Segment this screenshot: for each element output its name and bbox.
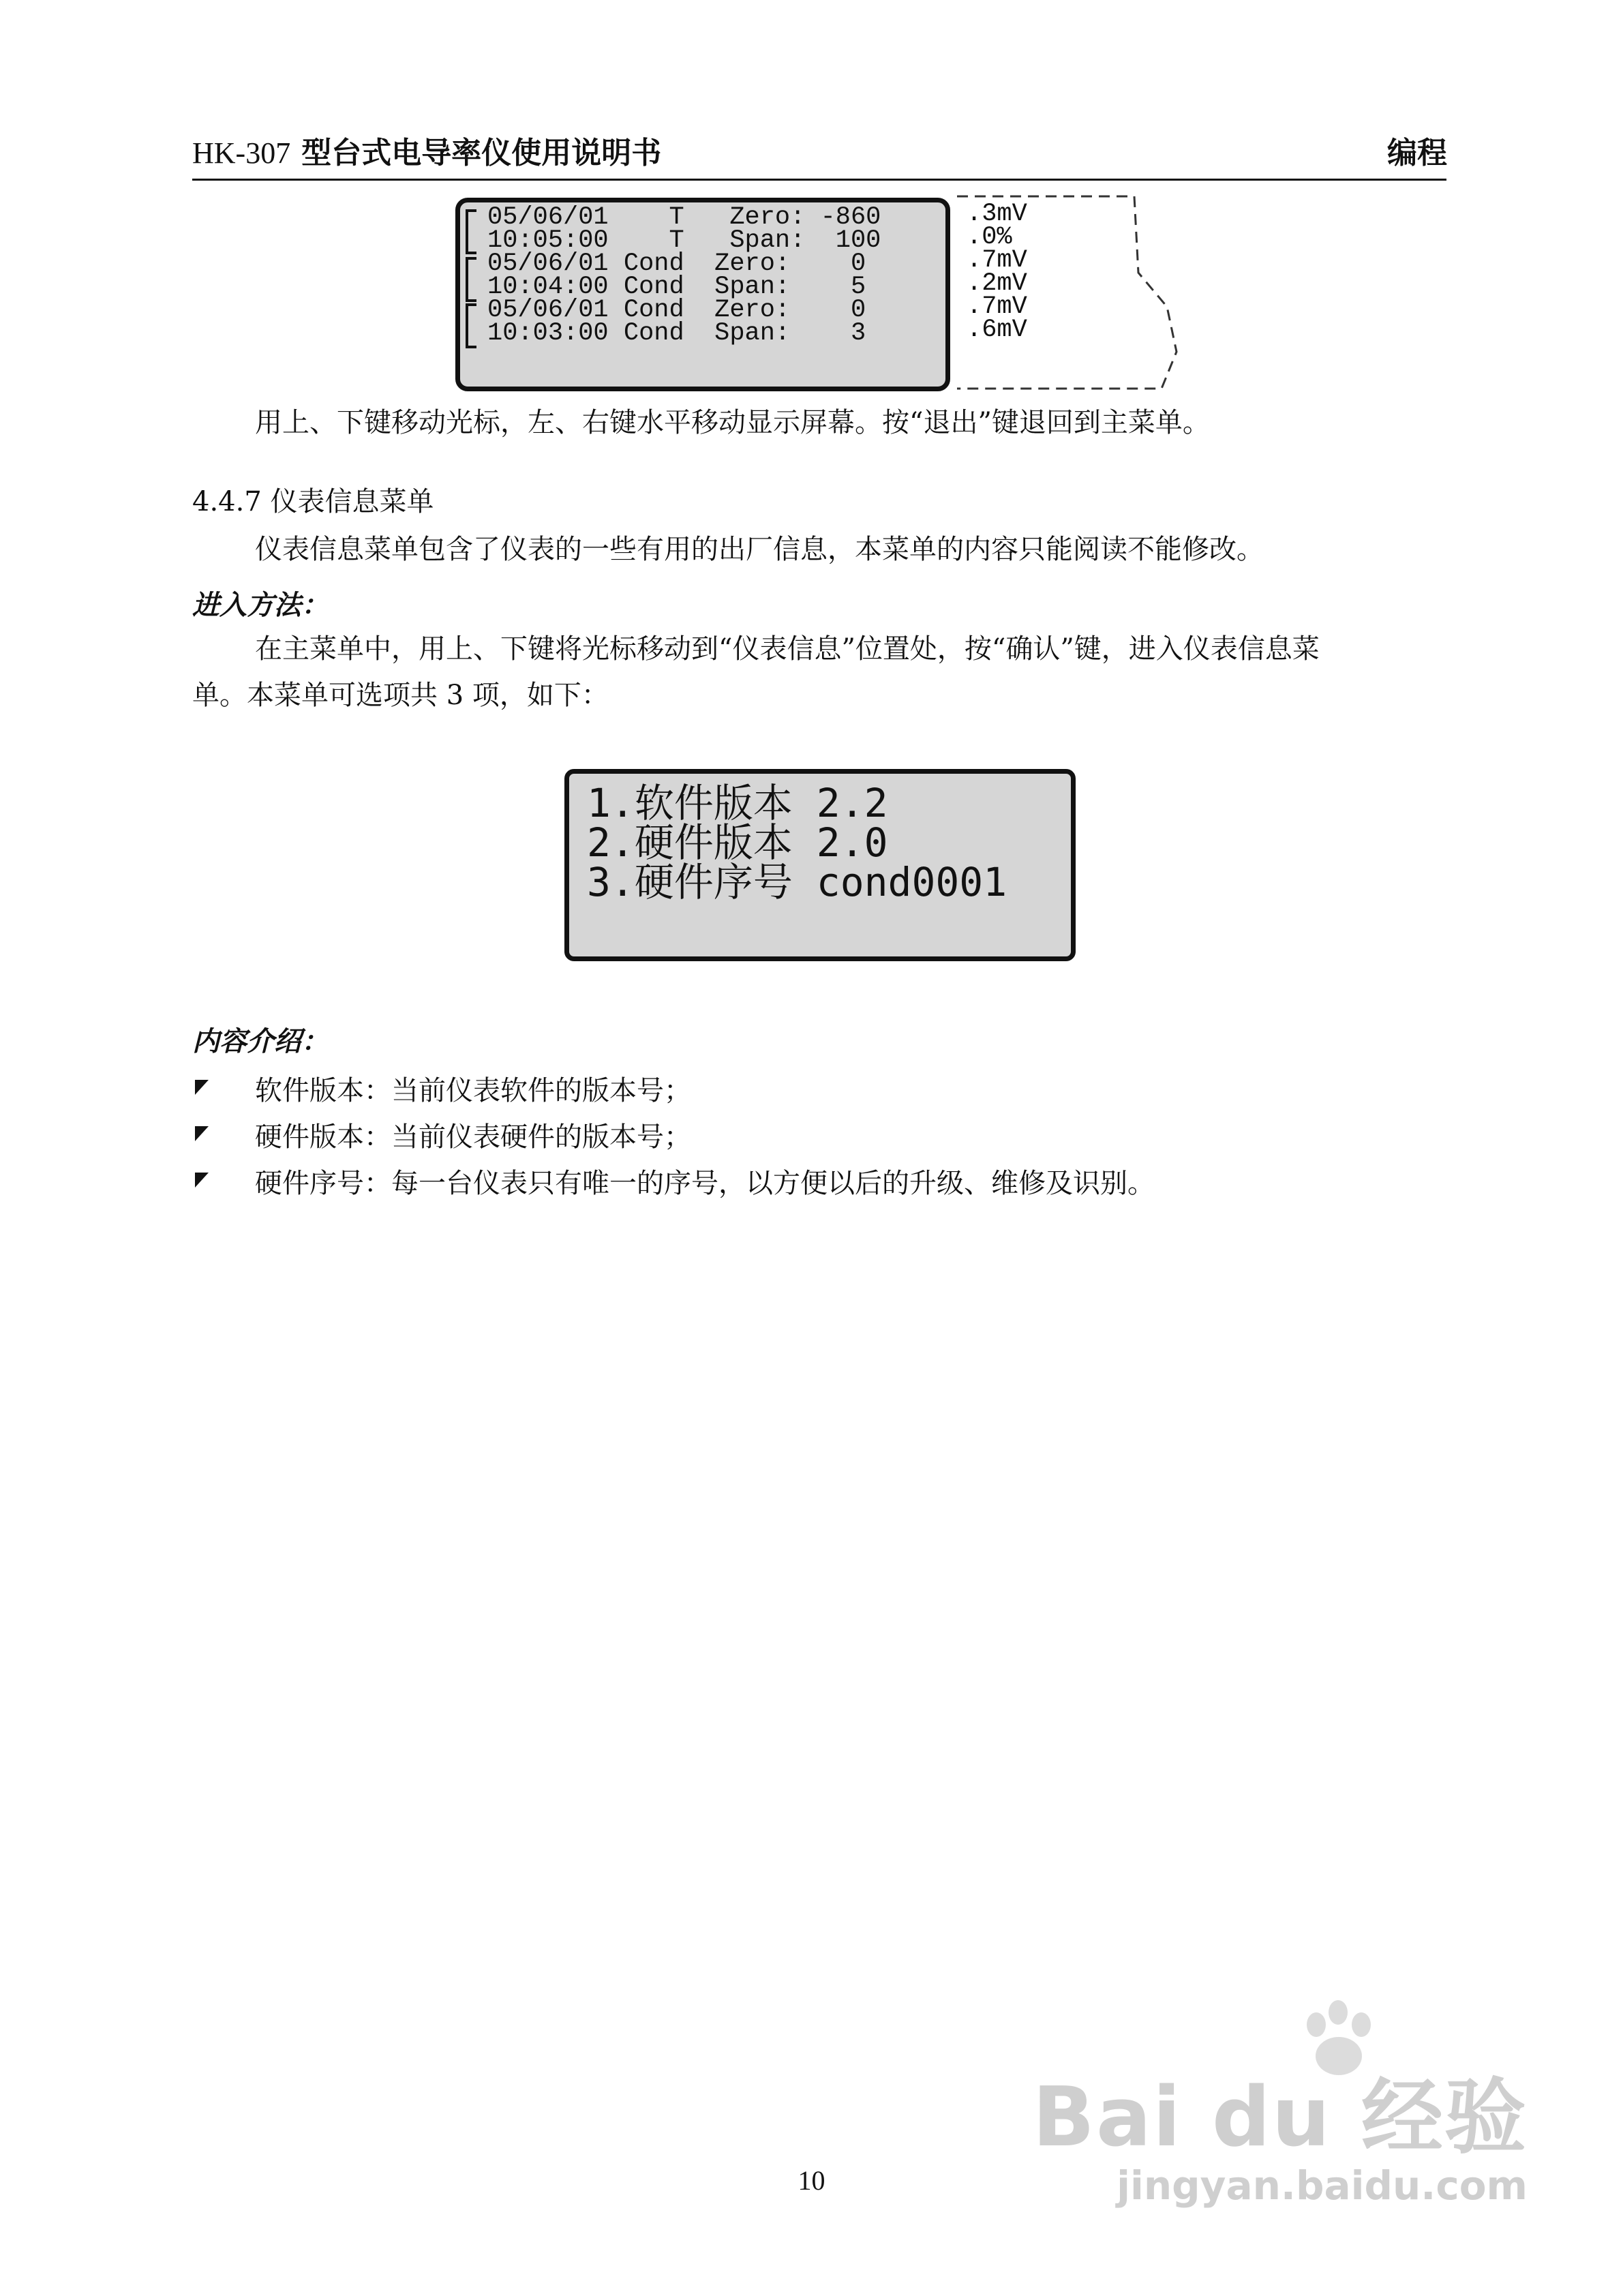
log-row: 10:04:00 Cond Span: 5	[487, 273, 866, 301]
overflow-unit: .7mV	[967, 246, 1027, 275]
header-section: 编程	[1387, 136, 1447, 170]
bullet-item: 硬件版本：当前仪表硬件的版本号；	[255, 1121, 691, 1153]
instrument-info-screen	[564, 769, 1076, 961]
log-row: 05/06/01 Cond Zero: 0	[487, 296, 866, 324]
enter-method-line1: 在主菜单中，用上、下键将光标移动到“仪表信息”位置处，按“确认”键，进入仪表信息菜	[255, 633, 1320, 665]
log-row: 05/06/01 T Zero: -860	[487, 203, 881, 232]
offscreen-dashed-outline	[950, 191, 1196, 395]
header-divider	[192, 179, 1446, 181]
baidu-jingyan-watermark	[1033, 2052, 1528, 2209]
overflow-unit: .6mV	[967, 316, 1027, 344]
intro-paragraph: 仪表信息菜单包含了仪表的一些有用的出厂信息，本菜单的内容只能阅读不能修改。	[255, 534, 1264, 565]
record-bracket	[466, 257, 476, 302]
log-row: 10:03:00 Cond Span: 3	[487, 319, 866, 348]
header-title: 型台式电导率仪使用说明书	[301, 136, 662, 170]
log-row: 10:05:00 T Span: 100	[487, 226, 881, 255]
watermark-url: jingyan.baidu.com	[1117, 2162, 1528, 2209]
record-bracket	[466, 209, 476, 254]
info-row-hardware-serial: 3.硬件序号 cond0001	[587, 859, 1007, 905]
bullet-icon	[195, 1173, 209, 1188]
bullet-item: 软件版本：当前仪表软件的版本号；	[255, 1075, 691, 1106]
record-bracket	[466, 303, 476, 348]
bullet-icon	[195, 1126, 209, 1141]
page-header-title	[192, 128, 661, 172]
bullet-icon	[195, 1080, 209, 1095]
watermark-brand: Bai du 经验	[1032, 2070, 1528, 2165]
overflow-unit: .2mV	[967, 269, 1027, 298]
info-row-hardware-version: 2.硬件版本 2.0	[587, 819, 888, 866]
header-model: HK-307	[192, 136, 291, 170]
content-heading: 内容介绍：	[192, 1026, 329, 1057]
nav-instruction: 用上、下键移动光标，左、右键水平移动显示屏幕。按“退出”键退回到主菜单。	[255, 407, 1210, 438]
bullet-item: 硬件序号：每一台仪表只有唯一的序号，以方便以后的升级、维修及识别。	[255, 1168, 1155, 1199]
overflow-unit: .3mV	[967, 200, 1027, 228]
info-row-software-version: 1.软件版本 2.2	[587, 780, 888, 826]
enter-method-heading: 进入方法：	[192, 590, 329, 621]
overflow-unit: .0%	[967, 223, 1012, 252]
page-number: 10	[798, 2165, 825, 2196]
log-row: 05/06/01 Cond Zero: 0	[487, 250, 866, 278]
enter-method-line2: 单。本菜单可选项共 3 项，如下：	[192, 680, 609, 711]
overflow-unit: .7mV	[967, 292, 1027, 321]
section-heading: 4.4.7 仪表信息菜单	[192, 486, 434, 517]
calibration-log-screen	[455, 198, 950, 391]
